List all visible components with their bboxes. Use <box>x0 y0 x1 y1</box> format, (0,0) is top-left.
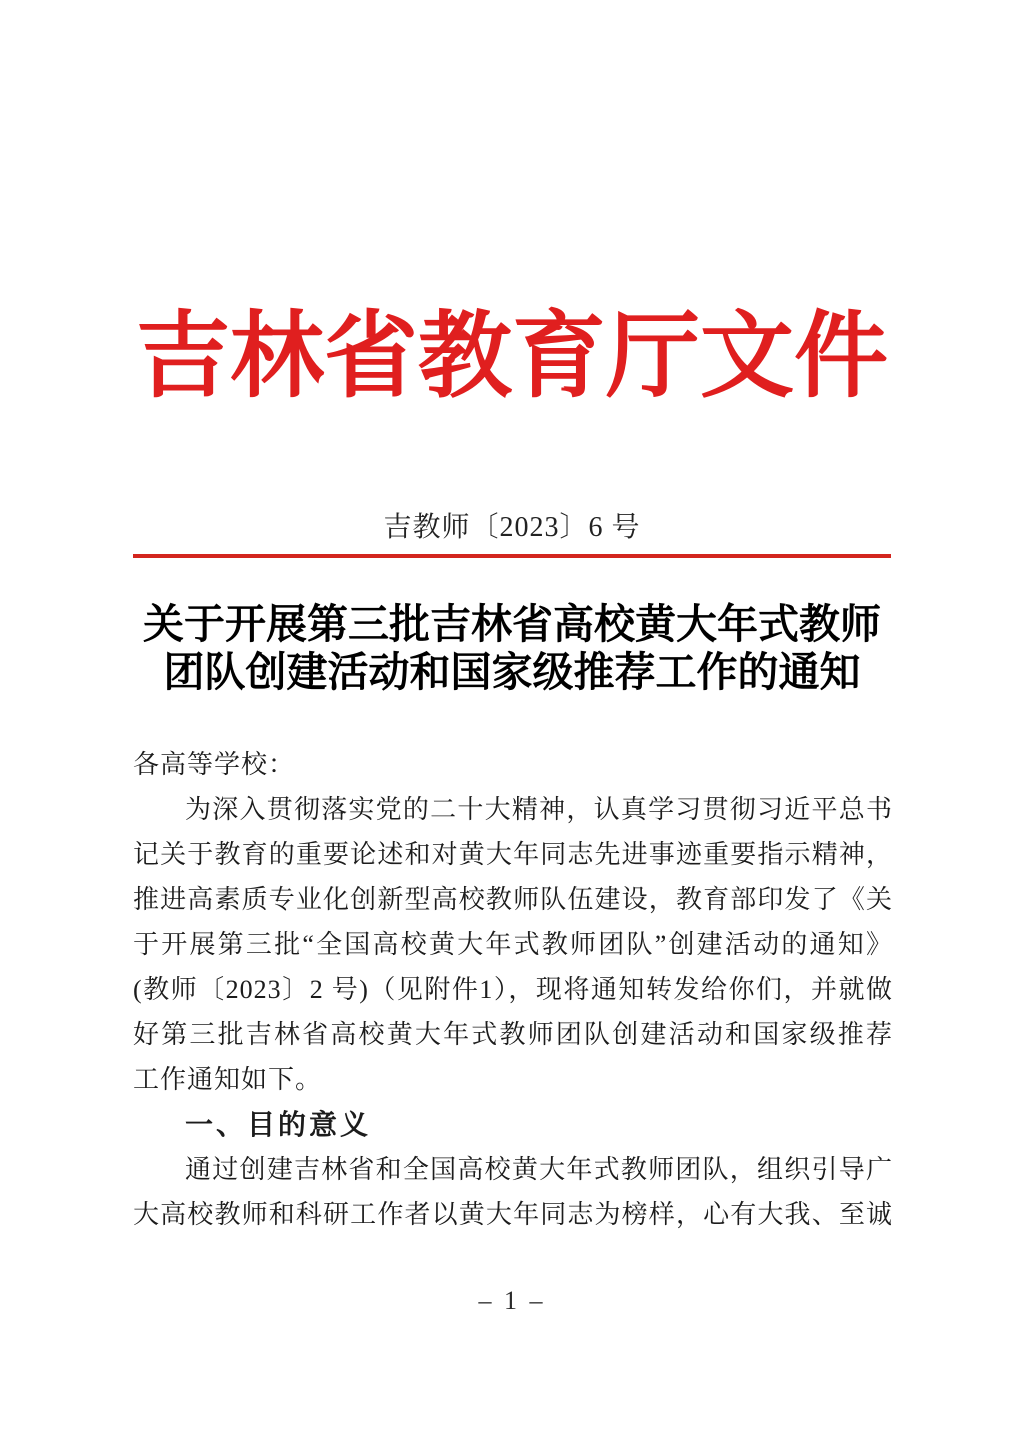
body-line: 于开展第三批“全国高校黄大年式教师团队”创建活动的通知》 <box>133 930 893 959</box>
body-line: 大高校教师和科研工作者以黄大年同志为榜样，心有大我、至诚 <box>133 1200 893 1229</box>
section-heading: 一、目的意义 <box>185 1109 372 1140</box>
body-line: (教师〔2023〕2 号)（见附件1），现将通知转发给你们，并就做 <box>133 975 893 1004</box>
red-separator-line <box>133 554 891 558</box>
document-body <box>133 742 893 1237</box>
body-line: 工作通知如下。 <box>133 1065 323 1094</box>
body-line: 各高等学校： <box>133 750 296 779</box>
body-line: 为深入贯彻落实党的二十大精神，认真学习贯彻习近平总书 <box>185 795 893 824</box>
document-title <box>92 600 932 696</box>
body-line: 推进高素质专业化创新型高校教师队伍建设，教育部印发了《关 <box>133 885 893 914</box>
document-title-line-2: 团队创建活动和国家级推荐工作的通知 <box>163 649 861 695</box>
body-line: 好第三批吉林省高校黄大年式教师团队创建活动和国家级推荐 <box>133 1020 893 1049</box>
body-line: 通过创建吉林省和全国高校黄大年式教师团队，组织引导广 <box>185 1155 893 1184</box>
agency-letterhead: 吉林省教育厅文件 <box>135 305 888 409</box>
page-number: – 1 – <box>478 1286 546 1315</box>
body-line: 记关于教育的重要论述和对黄大年同志先进事迹重要指示精神， <box>133 840 893 869</box>
doc-number: 吉教师〔2023〕6 号 <box>383 512 641 543</box>
document-title-line-1: 关于开展第三批吉林省高校黄大年式教师 <box>143 601 881 647</box>
